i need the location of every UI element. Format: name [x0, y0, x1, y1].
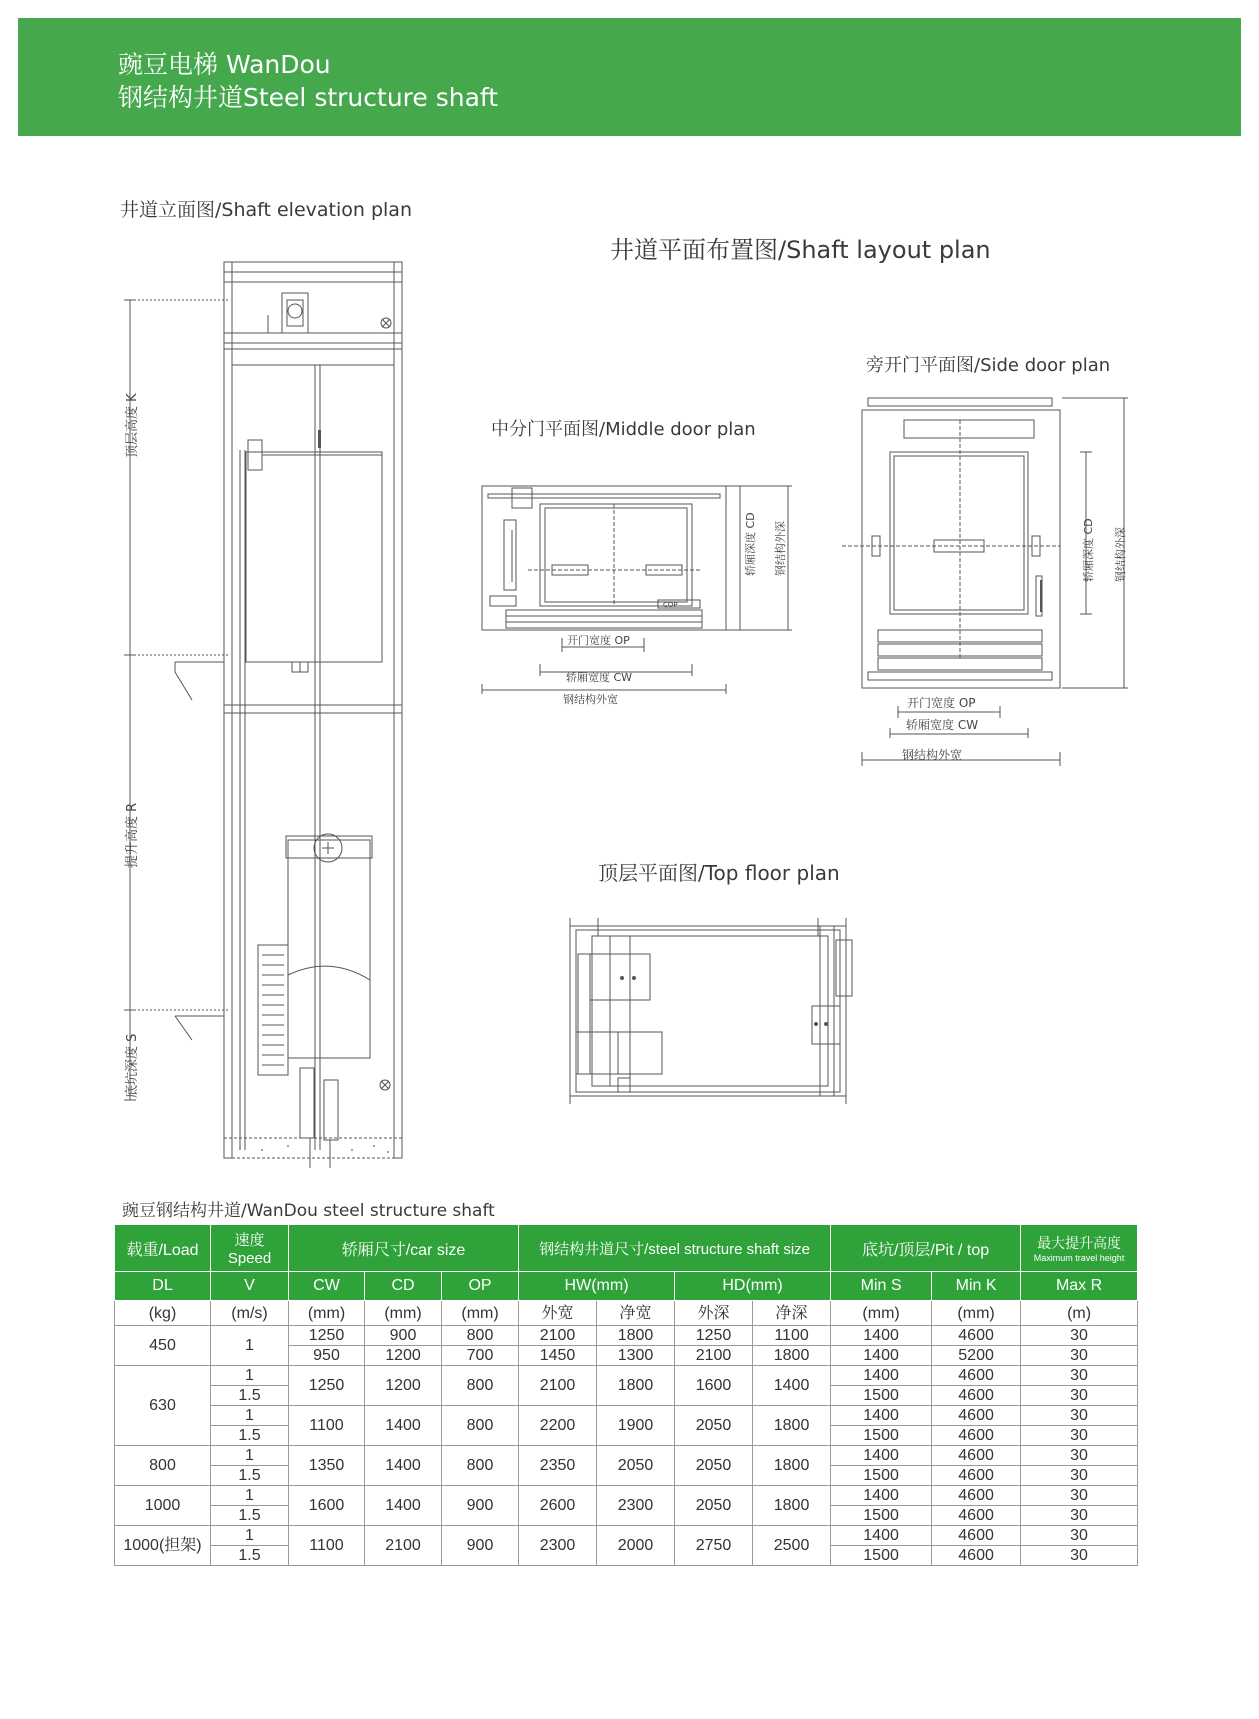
- speed-cell: 1: [211, 1326, 289, 1366]
- cell: 2200: [519, 1406, 597, 1446]
- table-row: [115, 1366, 1138, 1386]
- cell: 30: [1021, 1506, 1138, 1526]
- cell: 30: [1021, 1346, 1138, 1366]
- cell: 700: [442, 1346, 519, 1366]
- unit-cell: (m): [1021, 1301, 1138, 1326]
- cell: 1200: [365, 1366, 442, 1406]
- cell: 2350: [519, 1446, 597, 1486]
- top-floor-heading: 顶层平面图/Top floor plan: [598, 861, 840, 885]
- table-row: [115, 1326, 1138, 1346]
- cell: 4600: [932, 1546, 1021, 1566]
- unit-cell: (m/s): [211, 1301, 289, 1326]
- col-op: OP: [442, 1272, 519, 1301]
- speed-cell: 1.5: [211, 1466, 289, 1486]
- load-header: 载重/Load: [115, 1225, 211, 1272]
- speed-cell: 1: [211, 1446, 289, 1466]
- col-cw: CW: [289, 1272, 365, 1301]
- speed-cell: 1: [211, 1526, 289, 1546]
- unit-cell: (mm): [442, 1301, 519, 1326]
- cell: 1600: [675, 1366, 753, 1406]
- top-floor-drawing: [570, 918, 852, 1104]
- cell: 30: [1021, 1366, 1138, 1386]
- cell: 900: [442, 1486, 519, 1526]
- cell: 900: [442, 1526, 519, 1566]
- col-dl: DL: [115, 1272, 211, 1301]
- cell: 30: [1021, 1406, 1138, 1426]
- side-outer-depth-label: 钢结构外深: [1114, 527, 1127, 582]
- cell: 30: [1021, 1546, 1138, 1566]
- cell: 1800: [597, 1366, 675, 1406]
- cell: 1100: [289, 1526, 365, 1566]
- cell: 1250: [289, 1326, 365, 1346]
- spec-table: [114, 1224, 1138, 1566]
- cell: 800: [442, 1326, 519, 1346]
- cell: 30: [1021, 1326, 1138, 1346]
- cell: 1250: [675, 1326, 753, 1346]
- unit-cell: 外深: [675, 1301, 753, 1326]
- s-label: 底坑深度 S: [125, 1033, 140, 1098]
- page-title: 钢结构井道Steel structure shaft: [118, 83, 499, 112]
- cell: 800: [442, 1406, 519, 1446]
- cell: 30: [1021, 1426, 1138, 1446]
- cell: 2750: [675, 1526, 753, 1566]
- cell: 1400: [831, 1406, 932, 1426]
- cell: 800: [442, 1446, 519, 1486]
- cell: 1800: [753, 1346, 831, 1366]
- middle-cw-label: 轿厢宽度 CW: [566, 671, 633, 684]
- load-cell: 1000: [115, 1486, 211, 1526]
- layout-heading: 井道平面布置图/Shaft layout plan: [610, 236, 991, 264]
- cell: 1500: [831, 1386, 932, 1406]
- cell: 2000: [597, 1526, 675, 1566]
- speed-header: 速度 Speed: [211, 1225, 289, 1272]
- side-outer-width-label: 钢结构外宽: [902, 748, 963, 762]
- max-travel-header: 最大提升高度 Maximum travel height: [1021, 1225, 1138, 1272]
- side-cw-label: 轿厢宽度 CW: [906, 718, 979, 732]
- side-door-heading: 旁开门平面图/Side door plan: [866, 355, 1111, 376]
- cell: 2050: [675, 1446, 753, 1486]
- brand-title: 豌豆电梯 WanDou: [118, 50, 331, 79]
- cell: 1400: [831, 1326, 932, 1346]
- cell: 1100: [753, 1326, 831, 1346]
- side-op-label: 开门宽度 OP: [907, 696, 976, 710]
- cell: 1400: [831, 1346, 932, 1366]
- shaft-size-header: 钢结构井道尺寸/steel structure shaft size: [519, 1225, 831, 1272]
- cell: 4600: [932, 1386, 1021, 1406]
- middle-op-label: 开门宽度 OP: [567, 634, 630, 647]
- cell: 1400: [831, 1446, 932, 1466]
- cell: 1400: [831, 1366, 932, 1386]
- table-row: [115, 1406, 1138, 1426]
- cell: 2300: [519, 1526, 597, 1566]
- k-label: 顶层高度 K: [125, 393, 140, 458]
- cell: 1250: [289, 1366, 365, 1406]
- middle-cd-label: 轿厢深度 CD: [744, 512, 757, 576]
- cell: 1500: [831, 1426, 932, 1446]
- cell: 30: [1021, 1486, 1138, 1506]
- table-row: [115, 1526, 1138, 1546]
- cell: 1800: [753, 1406, 831, 1446]
- speed-cell: 1.5: [211, 1426, 289, 1446]
- cell: 1500: [831, 1546, 932, 1566]
- load-cell: 1000(担架): [115, 1526, 211, 1566]
- cell: 2100: [365, 1526, 442, 1566]
- col-hw: HW(mm): [519, 1272, 675, 1301]
- cop-label: COP: [663, 601, 678, 609]
- cell: 1600: [289, 1486, 365, 1526]
- pit-top-header: 底坑/顶层/Pit / top: [831, 1225, 1021, 1272]
- middle-door-heading: 中分门平面图/Middle door plan: [491, 419, 756, 440]
- col-hd: HD(mm): [675, 1272, 831, 1301]
- cell: 1800: [597, 1326, 675, 1346]
- cell: 30: [1021, 1386, 1138, 1406]
- cell: 2300: [597, 1486, 675, 1526]
- cell: 1800: [753, 1446, 831, 1486]
- cell: 800: [442, 1366, 519, 1406]
- cell: 2050: [675, 1406, 753, 1446]
- table-header-row-2: [115, 1272, 1138, 1301]
- speed-cell: 1.5: [211, 1386, 289, 1406]
- unit-cell: (kg): [115, 1301, 211, 1326]
- col-max-r: Max R: [1021, 1272, 1138, 1301]
- cell: 4600: [932, 1426, 1021, 1446]
- col-min-k: Min K: [932, 1272, 1021, 1301]
- cell: 4600: [932, 1506, 1021, 1526]
- shaft-elevation-drawing: [124, 262, 402, 1168]
- load-cell: 450: [115, 1326, 211, 1366]
- cell: 1900: [597, 1406, 675, 1446]
- cell: 1500: [831, 1466, 932, 1486]
- cell: 30: [1021, 1466, 1138, 1486]
- unit-cell: (mm): [932, 1301, 1021, 1326]
- unit-cell: (mm): [289, 1301, 365, 1326]
- unit-cell: 净宽: [597, 1301, 675, 1326]
- speed-cell: 1: [211, 1366, 289, 1386]
- cell: 1400: [831, 1486, 932, 1506]
- speed-cell: 1: [211, 1406, 289, 1426]
- cell: 4600: [932, 1486, 1021, 1506]
- middle-outer-width-label: 钢结构外宽: [563, 693, 618, 706]
- cell: 1400: [365, 1486, 442, 1526]
- elevation-heading: 井道立面图/Shaft elevation plan: [120, 199, 412, 221]
- cell: 5200: [932, 1346, 1021, 1366]
- units-row: [115, 1301, 1138, 1326]
- cell: 4600: [932, 1366, 1021, 1386]
- load-cell: 800: [115, 1446, 211, 1486]
- col-min-s: Min S: [831, 1272, 932, 1301]
- cell: 2500: [753, 1526, 831, 1566]
- speed-cell: 1: [211, 1486, 289, 1506]
- col-cd: CD: [365, 1272, 442, 1301]
- unit-cell: (mm): [831, 1301, 932, 1326]
- r-label: 提升高度 R: [125, 802, 140, 868]
- unit-cell: 外宽: [519, 1301, 597, 1326]
- cell: 1200: [365, 1346, 442, 1366]
- cell: 4600: [932, 1526, 1021, 1546]
- col-v: V: [211, 1272, 289, 1301]
- speed-cell: 1.5: [211, 1546, 289, 1566]
- cell: 1400: [365, 1406, 442, 1446]
- table-row: [115, 1446, 1138, 1466]
- cell: 30: [1021, 1446, 1138, 1466]
- side-cd-label: 轿厢深度 CD: [1082, 518, 1095, 582]
- cell: 1500: [831, 1506, 932, 1526]
- cell: 4600: [932, 1466, 1021, 1486]
- cell: 1300: [597, 1346, 675, 1366]
- cell: 4600: [932, 1326, 1021, 1346]
- cell: 1800: [753, 1486, 831, 1526]
- cell: 2100: [519, 1326, 597, 1346]
- cell: 30: [1021, 1526, 1138, 1546]
- car-size-header: 轿厢尺寸/car size: [289, 1225, 519, 1272]
- middle-outer-depth-label: 钢结构外深: [774, 521, 787, 576]
- cell: 4600: [932, 1406, 1021, 1426]
- cell: 2100: [675, 1346, 753, 1366]
- cell: 950: [289, 1346, 365, 1366]
- cell: 1450: [519, 1346, 597, 1366]
- cell: 1350: [289, 1446, 365, 1486]
- table-header-row-1: [115, 1225, 1138, 1272]
- load-cell: 630: [115, 1366, 211, 1446]
- table-caption: 豌豆钢结构井道/WanDou steel structure shaft: [122, 1201, 495, 1221]
- cell: 900: [365, 1326, 442, 1346]
- cell: 1100: [289, 1406, 365, 1446]
- cell: 2600: [519, 1486, 597, 1526]
- speed-cell: 1.5: [211, 1506, 289, 1526]
- unit-cell: 净深: [753, 1301, 831, 1326]
- cell: 2050: [597, 1446, 675, 1486]
- cell: 1400: [831, 1526, 932, 1546]
- cell: 1400: [365, 1446, 442, 1486]
- side-door-drawing: [842, 398, 1128, 766]
- unit-cell: (mm): [365, 1301, 442, 1326]
- cell: 1400: [753, 1366, 831, 1406]
- table-row: [115, 1486, 1138, 1506]
- cell: 2050: [675, 1486, 753, 1526]
- cell: 2100: [519, 1366, 597, 1406]
- cell: 4600: [932, 1446, 1021, 1466]
